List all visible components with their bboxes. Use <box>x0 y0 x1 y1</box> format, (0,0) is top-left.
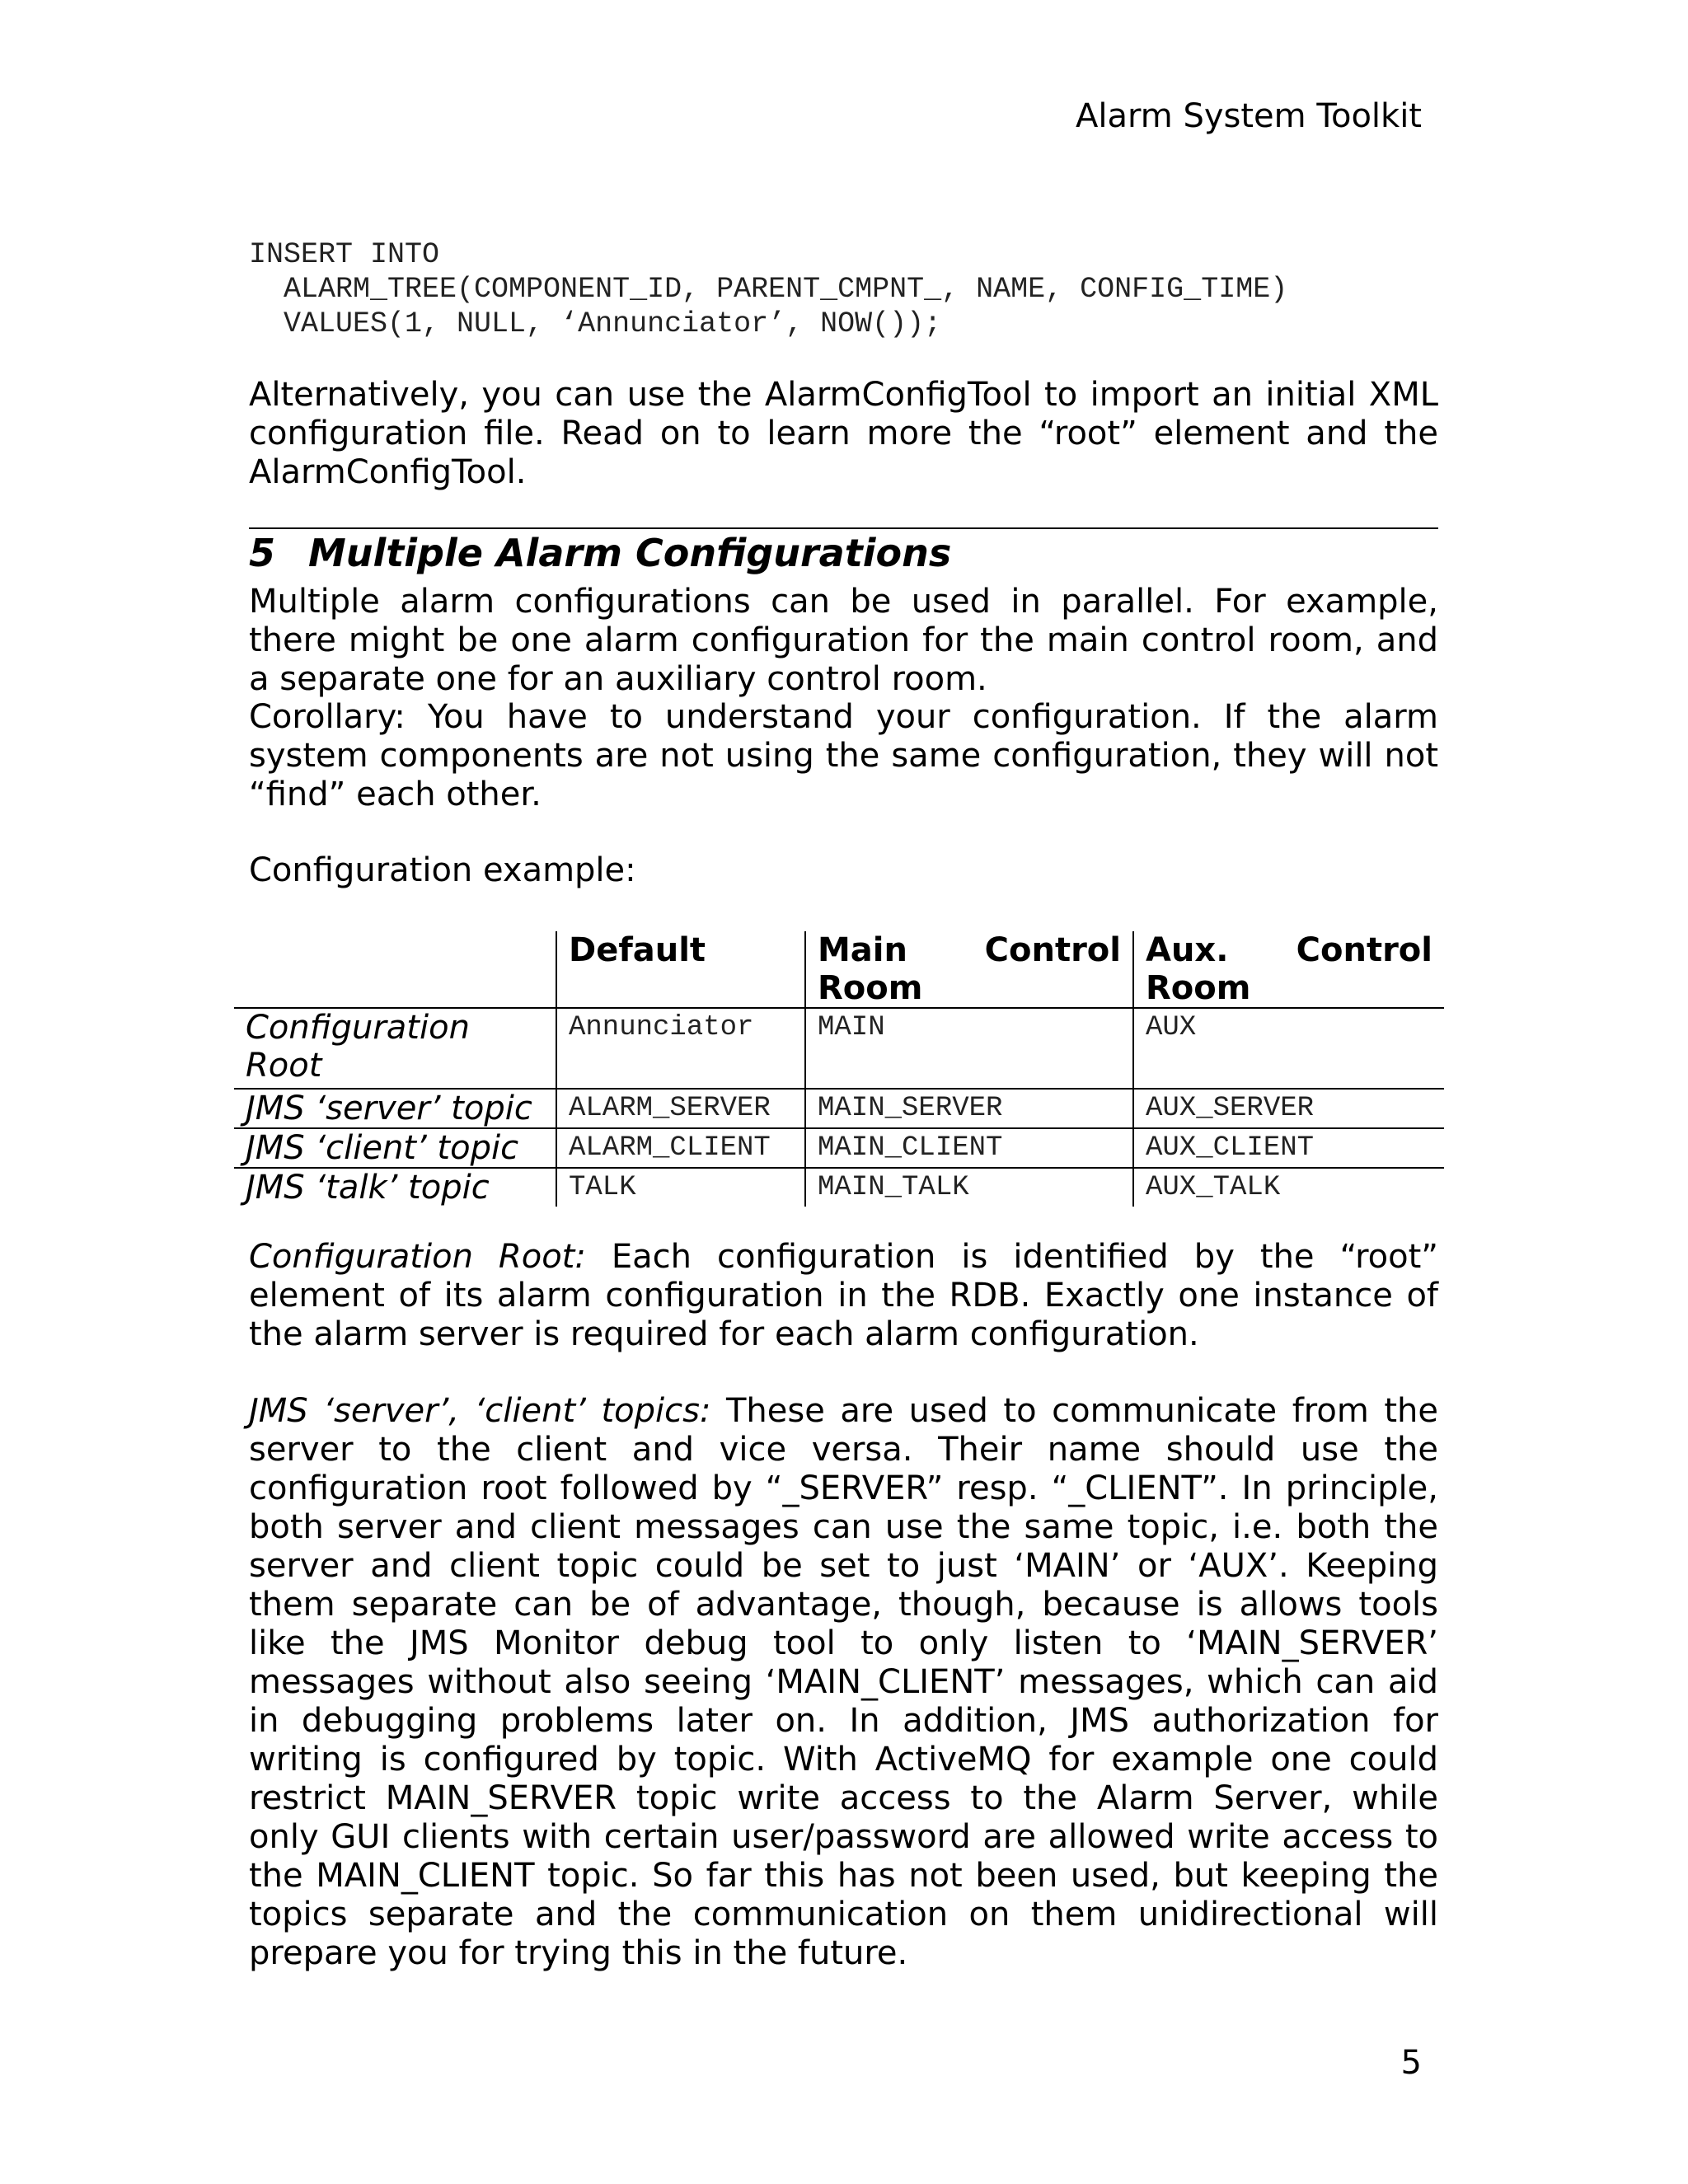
text-line: server to the client and vice versa. Their name should use the <box>249 1431 1438 1469</box>
row-label: JMS ‘client’ topic <box>234 1128 556 1168</box>
code-line: VALUES(1, NULL, ‘Annunciator’, NOW()); <box>249 307 942 340</box>
configuration-root-paragraph <box>249 1238 1438 1354</box>
term-lead: Configuration Root: <box>249 1238 586 1276</box>
text-line: server and client topic could be set to just ‘MAIN’ or ‘AUX’. Keeping <box>249 1547 1438 1585</box>
text-line: Alternatively, you can use the AlarmConfigTool to import an initial XML <box>249 376 1438 414</box>
text-line: in debugging problems later on. In addition, JMS authorization for <box>249 1702 1438 1740</box>
table-header-aux: Aux. Control Room <box>1133 931 1444 1008</box>
section-heading <box>249 531 951 575</box>
text-line: element of its alarm configuration in the RDB. Exactly one instance of <box>249 1277 1438 1315</box>
text-line: JMS ‘server’, ‘client’ topics: These are used to communicate from the <box>249 1392 1438 1430</box>
text-line: a separate one for an auxiliary control room. <box>249 660 987 698</box>
text-line: “find” each other. <box>249 776 542 813</box>
table-header-row <box>234 931 1444 1008</box>
text-line: Multiple alarm configurations can be used in parallel. For example, <box>249 583 1438 621</box>
configuration-table <box>234 931 1444 1207</box>
text-line: there might be one alarm configuration for the main control room, and <box>249 621 1438 659</box>
page-number: 5 <box>1400 2044 1422 2082</box>
text-line: writing is configured by topic. With ActiveMQ for example one could <box>249 1741 1438 1779</box>
text-line: Configuration Root: Each configuration is identified by the “root” <box>249 1238 1438 1276</box>
table-row <box>234 1168 1444 1207</box>
table-cell: AUX_SERVER <box>1133 1089 1444 1128</box>
table-cell: MAIN_CLIENT <box>805 1128 1133 1168</box>
text-line: topics separate and the communication on them unidirectional will <box>249 1896 1438 1933</box>
code-line: ALARM_TREE(COMPONENT_ID, PARENT_CMPNT_, NAME, CONFIG_TIME) <box>249 273 1288 306</box>
example-label <box>249 851 1438 890</box>
table-cell: TALK <box>556 1168 805 1207</box>
text-line: messages without also seeing ‘MAIN_CLIENT’ messages, which can aid <box>249 1663 1438 1701</box>
section-paragraph-1 <box>249 583 1438 699</box>
text-line: the alarm server is required for each alarm configuration. <box>249 1315 1199 1353</box>
table-cell: MAIN_SERVER <box>805 1089 1133 1128</box>
table-cell: MAIN_TALK <box>805 1168 1133 1207</box>
row-label: JMS ‘talk’ topic <box>234 1168 556 1207</box>
table-row <box>234 1008 1444 1089</box>
text-line: the MAIN_CLIENT topic. So far this has not been used, but keeping the <box>249 1857 1438 1895</box>
table-cell: ALARM_CLIENT <box>556 1128 805 1168</box>
text-line: configuration root followed by “_SERVER” resp. “_CLIENT”. In principle, <box>249 1469 1438 1507</box>
text-line: prepare you for trying this in the future. <box>249 1934 908 1972</box>
jms-topics-paragraph <box>249 1392 1438 1973</box>
table-cell: ALARM_SERVER <box>556 1089 805 1128</box>
table-cell: MAIN <box>805 1008 1133 1089</box>
row-label: Configuration Root <box>234 1008 556 1089</box>
sql-code-block <box>249 237 1287 341</box>
intro-paragraph <box>249 376 1438 492</box>
table-cell: AUX_CLIENT <box>1133 1128 1444 1168</box>
table-row <box>234 1089 1444 1128</box>
table-cell: AUX_TALK <box>1133 1168 1444 1207</box>
text-line: Corollary: You have to understand your configuration. If the alarm <box>249 698 1438 736</box>
text-line: restrict MAIN_SERVER topic write access to the Alarm Server, while <box>249 1779 1438 1817</box>
row-label: JMS ‘server’ topic <box>234 1089 556 1128</box>
text-line: Configuration example: <box>249 851 636 889</box>
text-line: system components are not using the same configuration, they will not <box>249 737 1438 775</box>
text-line: only GUI clients with certain user/password are allowed write access to <box>249 1818 1438 1856</box>
code-line: INSERT INTO <box>249 238 440 271</box>
text-line: AlarmConfigTool. <box>249 453 527 491</box>
section-title: Multiple Alarm Configurations <box>308 531 952 575</box>
section-number: 5 <box>249 531 276 575</box>
section-paragraph-2 <box>249 698 1438 814</box>
text-line: configuration file. Read on to learn more the “root” element and the <box>249 415 1438 452</box>
table-header-empty <box>234 931 556 1008</box>
term-lead: JMS ‘server’, ‘client’ topics: <box>249 1392 711 1430</box>
text-line: them separate can be of advantage, though, because is allows tools <box>249 1586 1438 1624</box>
section-divider <box>249 527 1438 529</box>
text-line: both server and client messages can use the same topic, i.e. both the <box>249 1508 1438 1546</box>
table-cell: AUX <box>1133 1008 1444 1089</box>
running-header: Alarm System Toolkit <box>1076 97 1422 135</box>
text-line: like the JMS Monitor debug tool to only listen to ‘MAIN_SERVER’ <box>249 1624 1438 1662</box>
table-header-main: Main Control Room <box>805 931 1133 1008</box>
table-row <box>234 1128 1444 1168</box>
table-cell: Annunciator <box>556 1008 805 1089</box>
table-header-default: Default <box>556 931 805 1008</box>
